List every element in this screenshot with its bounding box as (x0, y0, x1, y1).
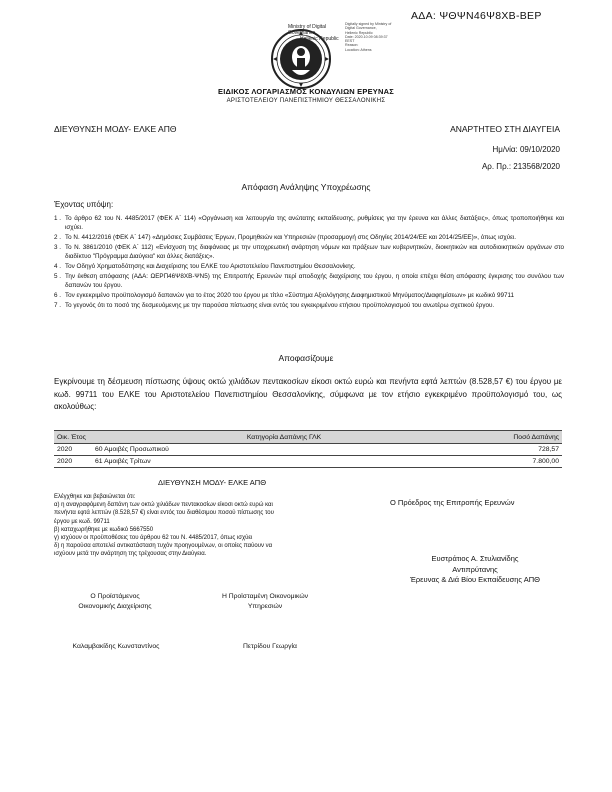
cell-category: 60 Αμοιβές Προσωπικού (92, 444, 476, 456)
list-item (54, 214, 564, 232)
publish-notice: ΑΝΑΡΤΗΤΕΟ ΣΤΗ ΔΙΑΥΓΕΙΑ (450, 124, 560, 134)
item-number: 3 . (54, 244, 62, 251)
role-line: Ο Προϊστάμενος (90, 593, 140, 600)
seal-overlay-text (258, 24, 348, 42)
signer-name: Ευστράτιος Α. Στυλιανίδης (431, 554, 519, 563)
item-number: 1 . (54, 215, 62, 222)
decision-heading: Αποφασίζουμε (278, 353, 334, 363)
seal-text-line: Governance (288, 30, 316, 36)
signature-line: Date: 2020.10.09 08:39:37 (345, 34, 388, 39)
check-line: ισχύουν μετά την ανάρτηση της τρέχουσας στην Διαύγεια. (54, 551, 207, 558)
check-line: έργου με κωδ. 99711 (54, 518, 110, 525)
check-line: β) καταχωρήθηκε με κωδικό 5667550 (54, 526, 154, 533)
signature-line: Hellenic Republic (345, 30, 373, 35)
item-text: Την έκθεση απόφασης (ΑΔΑ: ΩΕΡΠ46Ψ8ΧΒ-ΨΝ5) της Επιτροπής Ερευνών περί αποδοχής διαχείρισης του έργου, η οποία επέχει θέση απόφασης έγκρισης του συνόλου των δαπανών του έργου. (65, 273, 564, 289)
signer-role: Αντιπρύτανης (452, 564, 498, 574)
president-title: Ο Πρόεδρος της Επιτροπής Ερευνών (390, 498, 515, 507)
table-row (54, 456, 562, 468)
verification-department: ΔΙΕΥΘΥΝΣΗ ΜΟΔΥ- ΕΛΚΕ ΑΠΘ (158, 478, 267, 487)
item-text: Το Ν. 3861/2010 (ΦΕΚ Α΄ 112) «Ενίσχυση της διαφάνειας με την υποχρεωτική ανάρτηση νόμων και πράξεων των κυβερνητικών, διοικητικών και αυτοδιοικητικών οργάνων στο διαδίκτυο "Πρόγραμμα Διαύγεια" και άλλες διατάξεις». (65, 244, 564, 260)
table-row (54, 444, 562, 456)
check-line: γ) ισχύουν οι προϋποθέσεις του άρθρου 62 του Ν. 4485/2017, όπως ισχύει (54, 535, 253, 542)
considerations-list (54, 214, 564, 311)
item-number: 2 . (54, 234, 62, 241)
cell-year: 2020 (54, 444, 92, 456)
cell-amount: 7.800,00 (476, 456, 562, 468)
cell-amount: 728,57 (476, 444, 562, 456)
check-line: Ελέγχθηκε και βεβαιώνεται ότι: (54, 494, 136, 500)
item-text: Το Ν. 4412/2016 (ΦΕΚ Α΄ 147) «Δημόσιες Συμβάσεις Έργων, Προμηθειών και Υπηρεσιών (προσαρμογή στις Οδηγίες 2014/24/ΕΕ και 2014/25/ΕΕ)», όπως ισχύει. (65, 234, 517, 241)
approval-paragraph: Εγκρίνουμε τη δέσμευση πίστωσης ύψους οκτώ χιλιάδων πεντακοσίων είκοσι οκτώ ευρώ και πενήντα εφτά λεπτών (8.528,57 €) του έργου με κωδ. 99711 του ΕΛΚΕ του Αριστοτελείου Πανεπιστημίου Θεσσαλονίκης, σύμφωνα με τον ετήσιο εγκεκριμένο προϋπολογισμό του, ως ακολούθως: (54, 377, 562, 411)
role-line: Υπηρεσιών (247, 603, 283, 610)
department-header: ΔΙΕΥΘΥΝΣΗ ΜΟΔΥ- ΕΛΚΕ ΑΠΘ (54, 124, 177, 134)
cell-category: 61 Αμοιβές Τρίτων (92, 456, 476, 468)
digital-signature-block (345, 22, 405, 52)
signature-line: EEST (345, 39, 355, 44)
seal-text-line: Ministry of Digital (288, 24, 327, 30)
check-line: δ) η παρούσα αποτελεί αντικατάσταση τυχόν προηγουμένων, οι οποίες παύουν να (54, 543, 273, 550)
organization-subtitle: ΑΡΙΣΤΟΤΕΛΕΙΟΥ ΠΑΝΕΠΙΣΤΗΜΙΟΥ ΘΕΣΣΑΛΟΝΙΚΗΣ (226, 98, 386, 104)
signature-line: Reason: (345, 43, 359, 48)
organization-name: ΕΙΔΙΚΟΣ ΛΟΓΑΡΙΑΣΜΟΣ ΚΟΝΔΥΛΙΩΝ ΕΡΕΥΝΑΣ (218, 87, 394, 96)
item-number: 6 . (54, 292, 62, 299)
protocol-number: Αρ. Πρ.: 213568/2020 (481, 162, 560, 171)
verification-checks (54, 493, 344, 559)
list-item (54, 233, 564, 242)
item-text: Τον εγκεκριμένο προϋπολογισμό δαπανών για το έτος 2020 του έργου με τίτλο «Σύστημα Αξιολόγησης Διαφημιστικού Μηνύματος/Διαφημίσεων» με κωδικό 99711 (65, 292, 515, 299)
table-header-row (54, 431, 562, 444)
ada-code: ΑΔΑ: ΨΘΨΝ46Ψ8ΧΒ-ΒΕΡ (411, 10, 542, 22)
role-line: Η Προϊσταμένη Οικονομικών (221, 593, 309, 600)
list-item (54, 272, 564, 290)
document-date: Ημ/νία: 09/10/2020 (492, 145, 560, 154)
financial-manager-role (60, 592, 170, 612)
item-number: 5 . (54, 273, 62, 280)
list-item (54, 301, 564, 310)
signature-line: Digital Governance, (345, 26, 377, 31)
column-header-amount: Ποσό Δαπάνης (476, 431, 562, 444)
role-line: Οικονομικής Διαχείρισης (78, 603, 152, 610)
financial-services-head-name: Πετρίδου Γεωργία (243, 643, 297, 650)
item-number: 4 . (54, 263, 62, 270)
signature-line: Digitally signed by Ministry of (345, 22, 392, 26)
list-item (54, 291, 564, 300)
list-item (54, 262, 564, 271)
seal-text-line: Hellenic Republic (300, 36, 339, 42)
budget-table (54, 430, 562, 468)
check-line: α) η αναγραφόμενη δαπάνη των οκτώ χιλιάδων πεντακοσίων είκοσι οκτώ ευρώ και (54, 502, 273, 509)
considerations-heading: Έχοντας υπόψη: (54, 200, 114, 209)
column-header-year: Οικ. Έτος (54, 431, 92, 444)
signature-line: Location: Athens (345, 47, 372, 52)
signer-block (375, 554, 575, 586)
financial-services-head-role (200, 592, 330, 612)
item-text: Το γεγονός ότι το ποσό της δεσμευόμενης με την παρούσα πίστωσης είναι εντός του εγκεκριμένου ετήσιου προϋπολογισμού του ανωτέρω σχετικού έργου. (65, 302, 495, 309)
column-header-category: Κατηγορία Δαπάνης ΓΛΚ (92, 431, 476, 444)
item-number: 7 . (54, 302, 62, 309)
check-line: πενήντα εφτά λεπτών (8.528,57 €) είναι εντός του διαθέσιμου ποσού πίστωσης του (54, 510, 274, 517)
financial-manager-name: Καλαμβακίδης Κωνσταντίνος (72, 643, 160, 650)
item-text: Το άρθρο 62 του Ν. 4485/2017 (ΦΕΚ Α΄ 114) «Οργάνωση και λειτουργία της ανώτατης εκπαίδευσης, ρυθμίσεις για την έρευνα και άλλες διατάξεις», όπως τροποποιήθηκε και ισχύει. (65, 215, 564, 231)
item-text: Τον Οδηγό Χρηματοδότησης και Διαχείρισης του ΕΛΚΕ του Αριστοτελείου Πανεπιστημίου Θεσσαλονίκης. (65, 263, 356, 270)
signer-department: Έρευνας & Διά Βίου Εκπαίδευσης ΑΠΘ (410, 575, 540, 584)
document-title: Απόφαση Ανάληψης Υποχρέωσης (241, 182, 371, 192)
cell-year: 2020 (54, 456, 92, 468)
list-item (54, 243, 564, 261)
